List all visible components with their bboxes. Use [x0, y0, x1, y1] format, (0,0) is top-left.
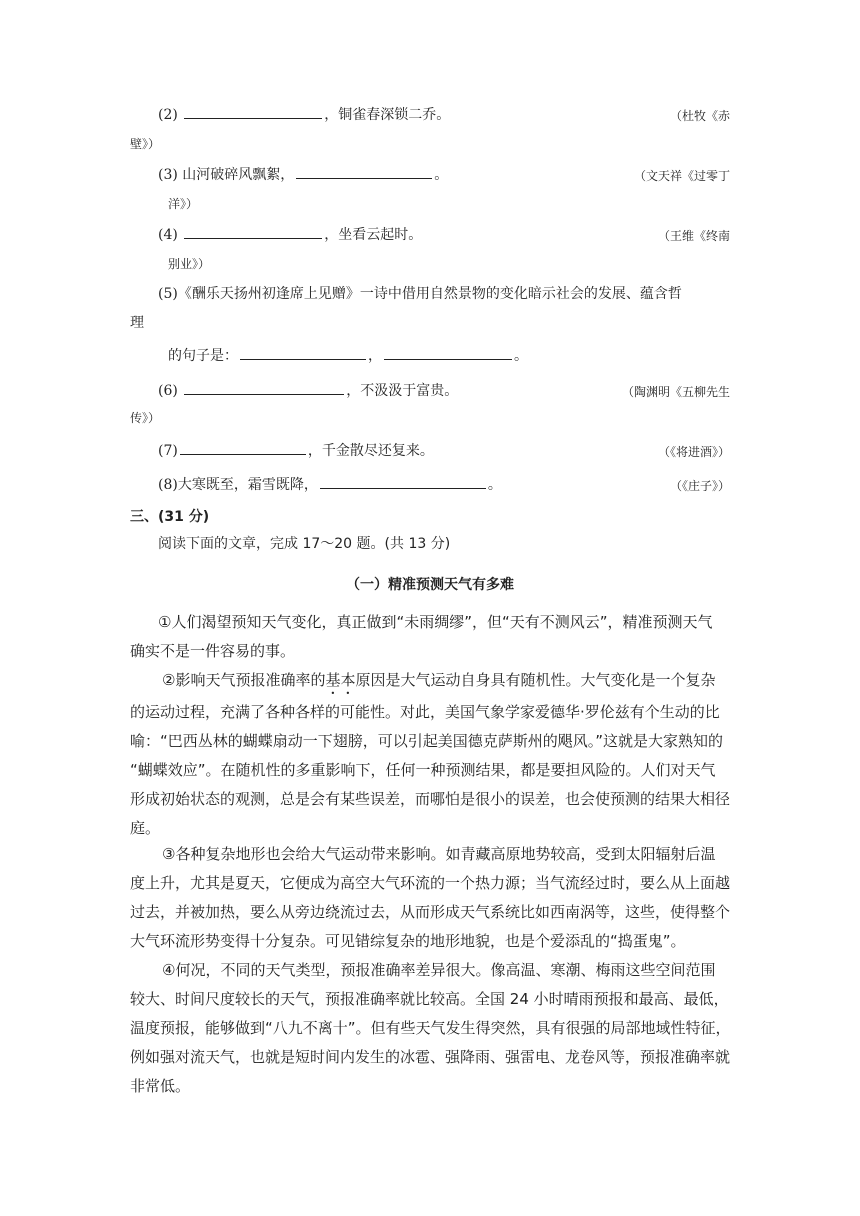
- item-text: 。: [514, 348, 528, 364]
- source-citation: （王维《终南: [657, 229, 730, 243]
- answer-blank[interactable]: [180, 440, 306, 455]
- paragraph-line: 度上升，尤其是夏天，它便成为高空大气环流的一个热力源；当气流经过时，要么从上面越: [130, 874, 731, 892]
- item-2: [158, 104, 450, 125]
- paragraph-line: 较大、时间尺度较长的天气，预报准确率就比较高。全国 24 小时晴雨预报和最高、最低，: [130, 990, 729, 1008]
- paragraph-2: [130, 666, 732, 843]
- source-citation: （《将进酒》）: [657, 445, 730, 459]
- item-number: (3): [158, 167, 178, 183]
- answer-blank[interactable]: [184, 380, 344, 395]
- item-5-answer-line: [168, 345, 528, 366]
- item-number: (7): [158, 443, 178, 459]
- paragraph-line: ①人们渴望预知天气变化，真正做到“未雨绸缪”，但“天有不测风云”，精准预测天气: [158, 613, 713, 631]
- item-text: 。: [434, 167, 449, 183]
- item-text: ，坐看云起时。: [324, 227, 423, 243]
- item-number: (2): [158, 107, 178, 123]
- item-8: [158, 474, 502, 495]
- answer-blank[interactable]: [384, 345, 512, 360]
- paragraph-line: 的运动过程，充满了各种各样的可能性。对此，美国气象学家爱德华·罗伦兹有个生动的比: [130, 703, 720, 721]
- source-citation-wrap: 壁》）: [130, 137, 161, 151]
- answer-blank[interactable]: [184, 104, 322, 119]
- item-text: ，不汲汲于富贵。: [346, 383, 459, 399]
- paragraph-3: [130, 840, 732, 956]
- paragraph-1: [130, 608, 732, 666]
- item-text: 《酬乐天扬州初逢席上见赠》一诗中借用自然景物的变化暗示社会的发展、蕴含哲: [177, 286, 682, 302]
- paragraph-line: ③各种复杂地形也会给大气运动带来影响。如青藏高原地势较高，受到太阳辐射后温: [162, 845, 716, 863]
- source-citation: （陶渊明《五柳先生: [621, 385, 730, 399]
- answer-blank[interactable]: [320, 474, 486, 489]
- paragraph-line: 温度预报，能够做到“八九不离十”。但有些天气发生得突然，具有很强的局部地域性特征，: [130, 1019, 731, 1037]
- source-citation-wrap: 传》）: [130, 411, 161, 425]
- item-text: 山河破碎风飘絮，: [182, 167, 295, 183]
- paragraph-line: [130, 666, 732, 698]
- paragraph-text: ②影响天气预报准确率的: [162, 671, 326, 689]
- source-citation-wrap: 别业》）: [168, 257, 211, 271]
- paragraph-line: 大气环流形势变得十分复杂。可见错综复杂的地形地貌，也是个爱添乱的“捣蛋鬼”。: [130, 932, 686, 950]
- paragraph-line: 例如强对流天气，也就是短时间内发生的冰雹、强降雨、强雷电、龙卷风等，预报准确率就: [130, 1048, 731, 1066]
- source-citation-wrap: 洋》）: [168, 197, 199, 211]
- paragraph-line: 过去，并被加热，要么从旁边绕流过去，从而形成天气系统比如西南涡等，这些，使得整个: [130, 903, 731, 921]
- paragraph-line: 确实不是一件容易的事。: [130, 642, 296, 660]
- reading-instruction: 阅读下面的文章，完成 17～20 题。(共 13 分): [158, 536, 451, 552]
- paragraph-text: 原因是大气运动自身具有随机性。大气变化是一个复杂: [355, 671, 716, 689]
- paragraph-line: 喻：“巴西丛林的蝴蝶扇动一下翅膀，可以引起美国德克萨斯州的飓风。”这就是大家熟知的: [130, 732, 724, 750]
- paragraph-line: 非常低。: [130, 1077, 191, 1095]
- item-6: [158, 380, 458, 401]
- paragraph-line: 庭。: [130, 819, 161, 837]
- item-text: ，铜雀春深锁二乔。: [324, 107, 451, 123]
- item-5: [158, 284, 682, 304]
- item-text: ，千金散尽还复来。: [307, 443, 434, 459]
- source-citation: （文天祥《过零丁: [633, 169, 730, 183]
- item-number: (5): [158, 286, 178, 302]
- item-number: (4): [158, 227, 178, 243]
- section-heading: 三、(31 分): [130, 509, 210, 525]
- item-number: (6): [158, 383, 178, 399]
- emphasized-word: 基本: [325, 671, 356, 689]
- answer-blank[interactable]: [296, 164, 432, 179]
- item-text: ，: [368, 348, 382, 364]
- item-number: (8): [158, 477, 178, 493]
- paragraph-line: “蝴蝶效应”。在随机性的多重影响下，任何一种预测结果，都是要担风险的。人们对天气: [130, 761, 716, 779]
- answer-blank[interactable]: [184, 224, 322, 239]
- article-title: （一）精准预测天气有多难: [346, 577, 514, 593]
- paragraph-line: ④何况，不同的天气类型，预报准确率差异很大。像高温、寒潮、梅雨这些空间范围: [162, 961, 716, 979]
- paragraph-4: [130, 956, 732, 1101]
- item-3: [158, 164, 448, 185]
- item-7: [158, 440, 434, 461]
- source-citation: （《庄子》）: [669, 479, 730, 493]
- item-text: 的句子是：: [168, 348, 238, 364]
- item-text: 大寒既至，霜雪既降，: [177, 477, 318, 493]
- source-citation: （杜牧《赤: [669, 109, 730, 123]
- answer-blank[interactable]: [240, 345, 366, 360]
- item-5-wrap: 理: [130, 315, 144, 331]
- item-text: 。: [487, 477, 502, 493]
- paragraph-line: 形成初始状态的观测，总是会有某些误差，而哪怕是很小的误差，也会使预测的结果大相径: [130, 790, 731, 808]
- item-4: [158, 224, 422, 245]
